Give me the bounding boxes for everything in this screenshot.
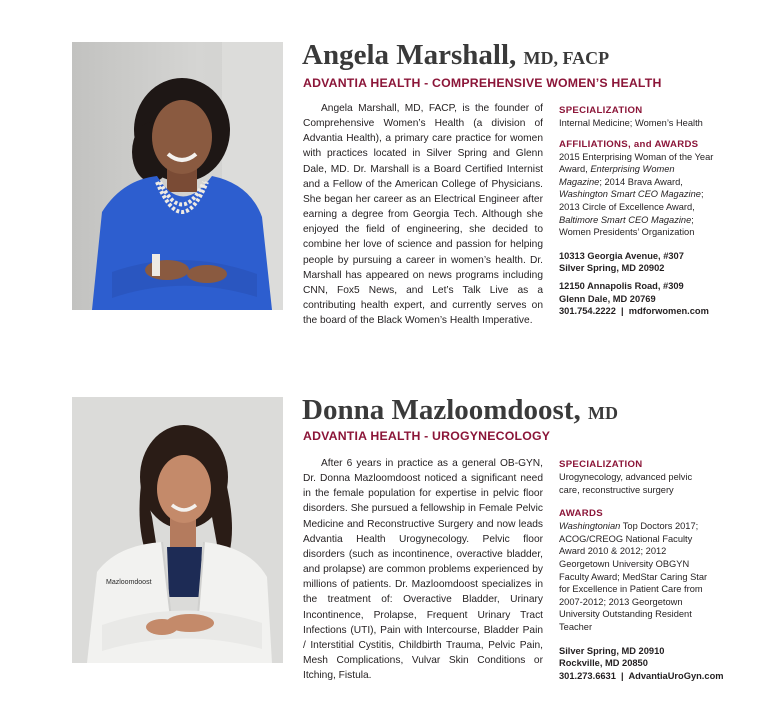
award-fragment: ; Women Presidents’ Organization — [559, 214, 695, 238]
award-fragment: Baltimore Smart CEO Magazine — [559, 214, 692, 225]
portrait-donna-mazloomdoost-image — [72, 397, 283, 663]
awards-text — [559, 520, 719, 633]
portrait-photo — [72, 397, 283, 663]
coat-embroidery: Mazloomdoost — [106, 579, 152, 586]
contact-line[interactable]: 301.754.2222 | mdforwomen.com — [559, 306, 709, 317]
portrait-angela-marshall-image — [72, 42, 283, 310]
contact-line[interactable]: 301.273.6631 | AdvantiaUroGyn.com — [559, 670, 724, 681]
address-line: 10313 Georgia Avenue, #307 — [559, 250, 684, 261]
award-fragment: Enterprising Women Magazine — [559, 164, 675, 187]
details-column — [559, 104, 759, 318]
award-fragment: 2015 Enterprising Woman of the Year Award, — [559, 151, 714, 175]
awards-heading: AWARDS — [559, 508, 603, 520]
practice-name: ADVANTIA HEALTH - COMPREHENSIVE WOMEN’S HEALTH — [303, 76, 662, 90]
specialization-heading: SPECIALIZATION — [559, 105, 643, 116]
affiliations-awards-heading: AFFILIATIONS, and AWARDS — [559, 138, 699, 150]
credentials: MD — [587, 403, 618, 423]
award-fragment: Washingtonian — [559, 521, 621, 532]
award-fragment: Top Doctors 2017; ACOG/CREOG National Faculty Award 2010 & 2012; 2012 Georgetown University OBGYN Faculty Award; MedStar Caring Star for Excellence in Patient Care from 2007-2012; 2013 Georgetown University Outstanding Resident Teacher — [559, 521, 708, 632]
details-column — [559, 458, 759, 682]
doctor-name — [302, 41, 609, 70]
specialization-text: Urogynecology, advanced pelvic care, reconstructive surgery — [559, 472, 693, 495]
address-line: Silver Spring, MD 20910 — [559, 645, 665, 656]
address-line: Glenn Dale, MD 20769 — [559, 293, 656, 304]
award-fragment: ; 2013 Circle of Excellence Award, — [559, 189, 704, 212]
award-fragment: Washington Smart CEO Magazine — [559, 189, 701, 200]
doctor-bio: After 6 years in practice as a general OB-GYN, Dr. Donna Mazloomdoost noticed a significant need in the female population for expertise in pelvic floor disorders. She pursued a fellowship in Female Pelvic Medicine and Reconstructive Surgery and now leads Advantia Health Urogynecology. Pelvic floor disorders (such as incontinence, overactive bladder, and prolapse) are common problems experienced by millions of patients. Dr. Mazloomdoost specializes in the treatment of: Overactive Bladder, Urinary Incontinence, Prolapse, Frequent Urinary Tract Infections (UTI), Pain with Intercourse, Bladder Pain / Interstitial Cystitis, Childbirth Trauma, Pelvic Pain, Mesh Complications, Vulvar Skin Conditions or Itching, Fistula. — [303, 458, 543, 682]
name-text: Angela Marshall, — [302, 39, 517, 71]
address-line: Silver Spring, MD 20902 — [559, 263, 665, 274]
portrait-photo — [72, 42, 283, 310]
doctor-bio: Angela Marshall, MD, FACP, is the founder of Comprehensive Women’s Health (a division of Advantia Health), a primary care practice for women with practices located in Silver Spring and Glenn Dale, MD. Dr. Marshall is a Board Certified Internist and a Fellow of the American College of Physicians. She began her career as an Electrical Engineer after earning a degree from Georgia Tech. Although she enjoyed the field of engineering, she decided to combine her love of science and passion for helping people by pursuing a career in women’s health. Dr. Marshall has appeared on news programs including CNN, Fox5 News, and Let’s Talk Live as a contributing health expert, and currently serves on the board of the Black Women’s Health Imperative. — [303, 103, 543, 327]
specialization-text: Internal Medicine; Women’s Health — [559, 118, 703, 128]
credentials: MD, FACP — [523, 48, 610, 68]
award-fragment: ; 2014 Brava Award, — [599, 176, 683, 187]
practice-name: ADVANTIA HEALTH - UROGYNECOLOGY — [303, 429, 551, 443]
doctor-name — [302, 396, 618, 425]
address-line: Rockville, MD 20850 — [559, 658, 648, 669]
specialization-heading: SPECIALIZATION — [559, 459, 643, 470]
name-text: Donna Mazloomdoost, — [302, 394, 581, 426]
address-line: 12150 Annapolis Road, #309 — [559, 280, 684, 291]
awards-text — [559, 151, 719, 239]
